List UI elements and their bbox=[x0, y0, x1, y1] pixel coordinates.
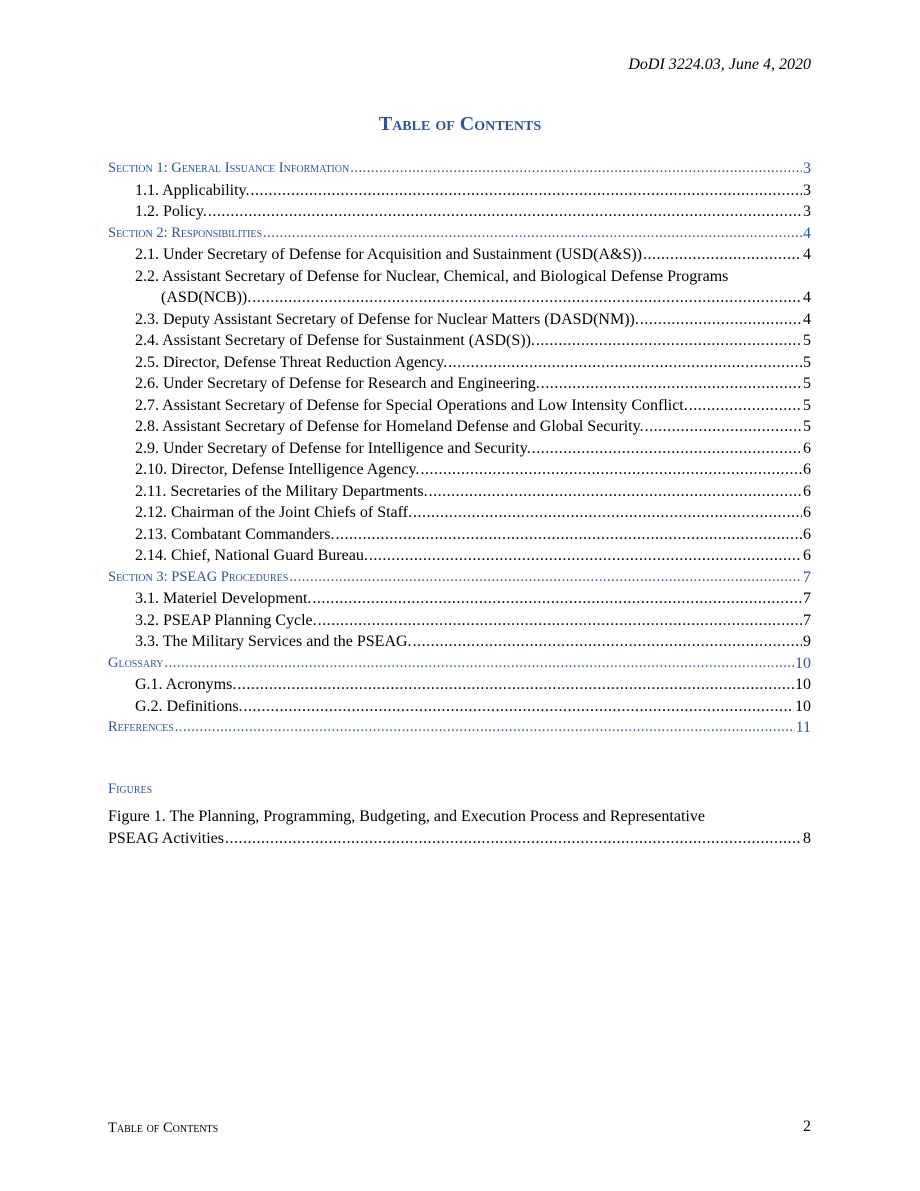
leader-dots bbox=[336, 524, 802, 546]
toc-page-number: 7 bbox=[803, 568, 811, 586]
toc-entry-1-2[interactable] bbox=[108, 201, 811, 223]
toc-section-2[interactable] bbox=[108, 223, 811, 245]
toc-entry-text: 2.11. Secretaries of the Military Departments. bbox=[135, 482, 428, 500]
toc-entry-text: 3.3. The Military Services and the PSEAG. bbox=[135, 633, 412, 650]
toc-entry-text: 1.2. Policy. bbox=[135, 203, 207, 220]
toc-entry-3-2[interactable] bbox=[108, 610, 811, 632]
toc-entry-2-4[interactable] bbox=[108, 330, 811, 352]
leader-dots bbox=[318, 610, 802, 632]
leader-dots bbox=[252, 287, 802, 309]
toc-entry-2-7[interactable] bbox=[108, 395, 811, 417]
leader-dots bbox=[645, 416, 802, 438]
toc-page-number: 9 bbox=[803, 633, 811, 650]
leader-dots bbox=[350, 158, 802, 180]
toc-entry-text: 3.1. Materiel Development. bbox=[135, 590, 312, 607]
leader-dots bbox=[225, 828, 802, 850]
leader-dots bbox=[689, 395, 802, 417]
toc-entry-text: Glossary bbox=[108, 654, 164, 671]
toc-entry-text: 2.10. Director, Defense Intelligence Agency. bbox=[135, 461, 420, 478]
toc-entry-3-3[interactable] bbox=[108, 631, 811, 653]
figure-page-number: 8 bbox=[803, 829, 811, 847]
toc-page-number: 10 bbox=[795, 676, 811, 693]
leader-dots bbox=[312, 588, 802, 610]
page-title: Table of Contents bbox=[378, 113, 542, 135]
toc-entry-text: 2.12. Chairman of the Joint Chiefs of Staff. bbox=[135, 504, 412, 521]
toc-page-number: 5 bbox=[803, 375, 811, 392]
toc-entry-1-1[interactable] bbox=[108, 180, 811, 202]
leader-dots bbox=[208, 201, 802, 223]
table-of-contents bbox=[108, 158, 811, 739]
toc-entry-text: 2.6. Under Secretary of Defense for Research and Engineering. bbox=[135, 375, 540, 392]
leader-dots bbox=[369, 545, 802, 567]
leader-dots bbox=[643, 244, 802, 266]
toc-page-number: 4 bbox=[803, 289, 811, 306]
toc-references[interactable] bbox=[108, 717, 811, 739]
toc-entry-text: Section 3: PSEAG Procedures bbox=[108, 568, 289, 585]
toc-entry-2-8[interactable] bbox=[108, 416, 811, 438]
toc-page-number: 4 bbox=[803, 310, 811, 328]
leader-dots bbox=[536, 330, 802, 352]
toc-page-number: 6 bbox=[803, 461, 811, 478]
toc-entry-text: 2.5. Director, Defense Threat Reduction Agency. bbox=[135, 353, 448, 371]
toc-page-number: 5 bbox=[803, 418, 811, 435]
toc-entry-2-3[interactable] bbox=[108, 309, 811, 331]
figure-entry-text-continued: PSEAG Activities bbox=[108, 829, 225, 847]
toc-entry-3-1[interactable] bbox=[108, 588, 811, 610]
toc-section-3[interactable] bbox=[108, 567, 811, 589]
toc-entry-text: 2.8. Assistant Secretary of Defense for Homeland Defense and Global Security. bbox=[135, 418, 644, 435]
leader-dots bbox=[244, 696, 794, 718]
toc-entry-text: 2.4. Assistant Secretary of Defense for Sustainment (ASD(S)). bbox=[135, 332, 535, 349]
toc-page-number: 6 bbox=[803, 482, 811, 500]
toc-entry-2-5[interactable] bbox=[108, 352, 811, 374]
toc-page-number: 6 bbox=[803, 504, 811, 521]
toc-page-number: 6 bbox=[803, 439, 811, 457]
toc-entry-2-6[interactable] bbox=[108, 373, 811, 395]
leader-dots bbox=[237, 674, 794, 696]
toc-entry-2-9[interactable] bbox=[108, 438, 811, 460]
toc-entry-text: G.2. Definitions. bbox=[135, 697, 243, 715]
leader-dots bbox=[640, 309, 802, 331]
toc-page-number: 3 bbox=[803, 181, 811, 199]
toc-page-number: 4 bbox=[803, 224, 811, 242]
leader-dots bbox=[251, 180, 802, 202]
document-id-header: DoDI 3224.03, June 4, 2020 bbox=[628, 56, 811, 73]
toc-page-number: 11 bbox=[795, 719, 811, 736]
toc-entry-text: G.1. Acronyms. bbox=[135, 676, 237, 693]
toc-page-number: 3 bbox=[803, 203, 811, 220]
figure-entry-1[interactable] bbox=[108, 806, 811, 849]
toc-page-number: 10 bbox=[795, 654, 811, 672]
toc-entry-text: 2.14. Chief, National Guard Bureau. bbox=[135, 547, 368, 564]
toc-entry-g-1[interactable] bbox=[108, 674, 811, 696]
toc-page-number: 4 bbox=[803, 246, 811, 263]
toc-entry-text-continued: (ASD(NCB)). bbox=[161, 289, 252, 306]
toc-section-1[interactable] bbox=[108, 158, 811, 180]
toc-entry-2-12[interactable] bbox=[108, 502, 811, 524]
leader-dots bbox=[532, 438, 802, 460]
footer-page-number: 2 bbox=[803, 1118, 811, 1135]
toc-page-number: 10 bbox=[795, 697, 811, 715]
toc-entry-g-2[interactable] bbox=[108, 696, 811, 718]
toc-page-number: 3 bbox=[803, 160, 811, 177]
toc-entry-2-1[interactable] bbox=[108, 244, 811, 266]
toc-page-number: 6 bbox=[803, 547, 811, 564]
toc-entry-text: 2.2. Assistant Secretary of Defense for Nuclear, Chemical, and Biological Defense Programs bbox=[135, 267, 729, 285]
toc-entry-text: Section 1: General Issuance Information bbox=[108, 160, 350, 176]
toc-page-number: 7 bbox=[803, 611, 811, 629]
toc-entry-2-11[interactable] bbox=[108, 481, 811, 503]
toc-page-number: 5 bbox=[803, 332, 811, 349]
toc-glossary[interactable] bbox=[108, 653, 811, 675]
toc-entry-text: 1.1. Applicability. bbox=[135, 181, 250, 199]
toc-entry-text: References bbox=[108, 719, 174, 735]
leader-dots bbox=[448, 352, 802, 374]
leader-dots bbox=[263, 223, 802, 245]
leader-dots bbox=[413, 631, 802, 653]
toc-page-number: 5 bbox=[803, 396, 811, 414]
leader-dots bbox=[420, 459, 802, 481]
figures-heading: Figures bbox=[108, 781, 153, 797]
toc-entry-text: 3.2. PSEAP Planning Cycle. bbox=[135, 611, 317, 629]
leader-dots bbox=[289, 567, 802, 589]
toc-entry-text: Section 2: Responsibilities bbox=[108, 224, 263, 241]
toc-entry-text: 2.13. Combatant Commanders. bbox=[135, 525, 335, 543]
toc-page-number: 7 bbox=[803, 590, 811, 607]
toc-page-number: 6 bbox=[803, 525, 811, 543]
footer-section-label: Table of Contents bbox=[108, 1120, 219, 1136]
toc-entry-text: 2.7. Assistant Secretary of Defense for Special Operations and Low Intensity Conflict. bbox=[135, 396, 688, 414]
leader-dots bbox=[413, 502, 802, 524]
toc-entry-2-2[interactable] bbox=[108, 266, 811, 309]
toc-page-number: 5 bbox=[803, 353, 811, 371]
leader-dots bbox=[175, 717, 795, 739]
figure-entry-text: Figure 1. The Planning, Programming, Budgeting, and Execution Process and Representative bbox=[108, 808, 705, 825]
toc-entry-2-13[interactable] bbox=[108, 524, 811, 546]
toc-entry-text: 2.9. Under Secretary of Defense for Intelligence and Security. bbox=[135, 439, 531, 457]
leader-dots bbox=[165, 653, 795, 675]
toc-entry-2-10[interactable] bbox=[108, 459, 811, 481]
leader-dots bbox=[429, 481, 802, 503]
toc-entry-text: 2.3. Deputy Assistant Secretary of Defense for Nuclear Matters (DASD(NM)). bbox=[135, 310, 639, 328]
leader-dots bbox=[541, 373, 802, 395]
toc-entry-text: 2.1. Under Secretary of Defense for Acquisition and Sustainment (USD(A&S)) bbox=[135, 246, 642, 263]
toc-entry-2-14[interactable] bbox=[108, 545, 811, 567]
